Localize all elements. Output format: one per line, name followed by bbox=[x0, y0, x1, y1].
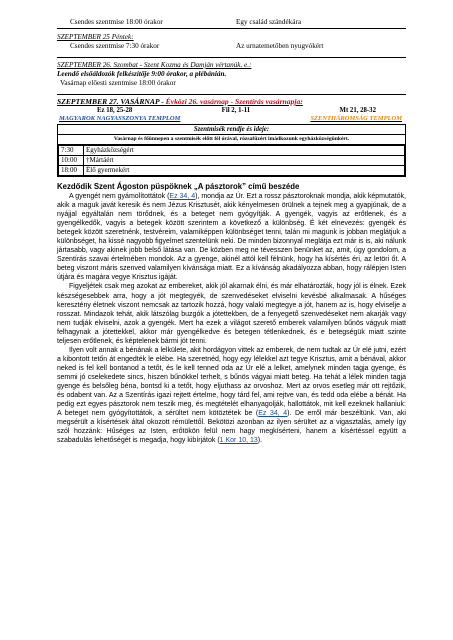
scripture-link[interactable]: Ez 34, 4 bbox=[258, 410, 288, 418]
article-title: Kezdődik Szent Ágoston püspöknek „A pásztorok” című beszéde bbox=[57, 182, 300, 191]
friday-mass-row bbox=[57, 42, 406, 51]
reading-1: Ez 18, 25-28 bbox=[97, 107, 133, 114]
divider bbox=[57, 57, 406, 58]
saturday-evening-mass: Vasárnap előesti szentmise 18:00 órakor bbox=[60, 79, 176, 87]
article-body bbox=[57, 192, 406, 445]
church-left: MAGYAROK NAGYASSZONYA TEMPLOM bbox=[59, 115, 181, 122]
mass-time: 10:00 bbox=[59, 156, 84, 166]
rosary-note: Vasárnap és főünnepen a szentmisék előtt fél órával, rózsafüzért imádkozunk egyházközségünkért. bbox=[58, 135, 405, 145]
friday-mass-time: Csendes szentmise 7:30 órakor bbox=[70, 42, 160, 50]
parish-bulletin-page bbox=[57, 18, 406, 445]
paragraph-2: Figyeljétek csak meg azokat az embereket, akik jól akarnak élni, és már elhatározták, hogy jól is élnek. Ezek készségesebbek arra, hogy a jót megtegyék, de szenvedéseket elviselni kevésbé alkalmasak. A hűséges keresztény életnek viszont nemcsak az tartozik hozzá, hogy valaki megtegye a jót, hanem az is, hogy elviselje a rosszat. Mindazok tehát, akik látszólag buzgók a jótettekben, de a fenyegető szenvedéseket nem akarják vagy nem tudják elviselni, azok a gyengék. Mert ha ezek a világot szerető emberek valamilyen bűnös vágyuk miatt felhagynak a jótettekkel, akkor már gyengélkedve és betegen tétlenkednek, és e betegségük miatt szinte teljesen erőtlenek, és képtelenek bármi jót tenni. bbox=[57, 283, 406, 345]
sunday-heading: SZEPTEMBER 27. VASÁRNAP - Évközi 26. vasárnap - Szentírás vasárnapja: bbox=[57, 97, 303, 106]
church-names bbox=[57, 115, 406, 123]
mass-intention: Egyházközségért bbox=[84, 146, 405, 156]
scripture-link[interactable]: 1 Kor 10, 13 bbox=[219, 437, 258, 445]
mass-order-title: Szentmisék rendje és ideje: bbox=[58, 125, 405, 135]
paragraph-3: Ilyen volt annak a bénának a lelkülete, akit hordágyon vittek az emberek, de nem tudtak az Úr elé jutni, ezért a kibontott tetőn át engedték le elébe. Ha szeretnéd, hogy egy lélekkel azt tegye Krisztus, amit a bénával, akkor neked is fel kell bontanod a tetőt, és le kell tenned oda az Úr elé a lelket, amelynek minden tagja gyenge, és semmi jó cselekedete sincs, hiszen bűnökkel terhelt, s bűnös vágyai miatt beteg. Ha tehát a lélek minden tagja gyenge és belsőleg béna, bontsd ki a tetőt, hogy eljuthass az orvoshoz. Mert az orvos esetleg már ott rejtőzik, és odabent van. Az a Szentírás igazi rejtett értelme, hogy tárd fel, ami rejtve van, és tedd oda elébe a bénát. Ha pedig ezt egyes pásztorok nem teszik meg, és megtételét elhanyagolják, hallottátok, mit kell ezeknek hallaniuk: A beteget nem gyógyítottátok, a sérültet nem kötöztétek be (Ez 34, 4). De erről már beszéltünk. Van, aki megsérült a kísértések által okozott rémülettől. Bekötözi azonban az ilyen sérültet az a vigasztalás, amely így szól hozzánk: Hűséges az Isten, erőtökön felül nem hagy megkísérteni, hanem a kísértéssel együtt a szabadulás lehetőségét is megadja, hogy kibírjátok (1 Kor 10, 13). bbox=[57, 346, 406, 445]
divider bbox=[57, 94, 406, 95]
mass-schedule-table bbox=[58, 145, 405, 176]
table-row bbox=[59, 146, 405, 156]
sunday-readings bbox=[57, 107, 406, 115]
mass-intention: Élő gyermekért bbox=[84, 166, 405, 176]
mass-time: 7:30 bbox=[59, 146, 84, 156]
evening-mass-row bbox=[57, 18, 406, 28]
paragraph-1: A gyengét nem gyámolítottátok (Ez 34, 4), mondja az Úr. Ezt a rossz pásztoroknak mondja, akik képmutatók, akik a maguk javát keresik és nem Jézus Krisztusét, akik kényelmesen örülnek a tejnek meg a gyapjúnak, de a nyájjal egyáltalán nem törődnek, és a beteget nem gyógyítják. A gyengék, vagyis az erőtlenek, és a gyengélkedők, vagyis a betegek között szerintem a következő a különbség. É két elnevezés: gyengék és betegek között szeretnénk, testvéreim, valamiképpen különbséget tenni, talán mi magunk is jobban meglátjuk a különbséget, ha kissé nagyobb figyelmet szentelünk neki. De minden bizonnyal meglátja ezt már is is, aki nálunk jártasabb, vagy akinek jobb belső látása van. De közben meg ne tévesszen benünket az, amit, úgy gondolom, a Szentírás szavai értelmében mondok. Az a gyenge, akinél attól kell félnünk, hogy ha kísértés éri, az letöri őt. A beteg viszont máris szenved valamilyen kívánsága miatt. Ez a kívánság akadályozza abban, hogy rálépjen Isten útjára és magára vegye Krisztus igáját. bbox=[57, 193, 407, 282]
scripture-link[interactable]: Ez 34, 4 bbox=[169, 193, 196, 200]
saturday-notice: Leendő elsőáldozók felkészítője 9:00 órakor, a plébánián. bbox=[57, 70, 227, 78]
mass-intention: †Mártáért bbox=[84, 156, 405, 166]
evening-mass-intention: Egy család szándékára bbox=[236, 18, 302, 26]
table-row bbox=[59, 156, 405, 166]
saturday-heading: SZEPTEMBER 26. Szombat - Szent Kozma és Damján vértanúk. e.: bbox=[57, 61, 252, 69]
table-row bbox=[59, 166, 405, 176]
mass-order-box bbox=[57, 124, 406, 177]
reading-3: Mt 21, 28-32 bbox=[339, 107, 376, 114]
friday-mass-intention: Az urnatemetőben nyugvókért bbox=[236, 42, 324, 50]
church-right: SZENTHÁROMSÁG TEMPLOM bbox=[310, 115, 402, 122]
evening-mass-time: Csendes szentmise 18:00 órakor bbox=[70, 18, 163, 26]
divider bbox=[57, 28, 406, 29]
mass-time: 18:00 bbox=[59, 166, 84, 176]
friday-heading: SZEPTEMBER 25 Péntek: bbox=[57, 33, 134, 41]
reading-2: Fil 2, 1-11 bbox=[221, 107, 251, 114]
